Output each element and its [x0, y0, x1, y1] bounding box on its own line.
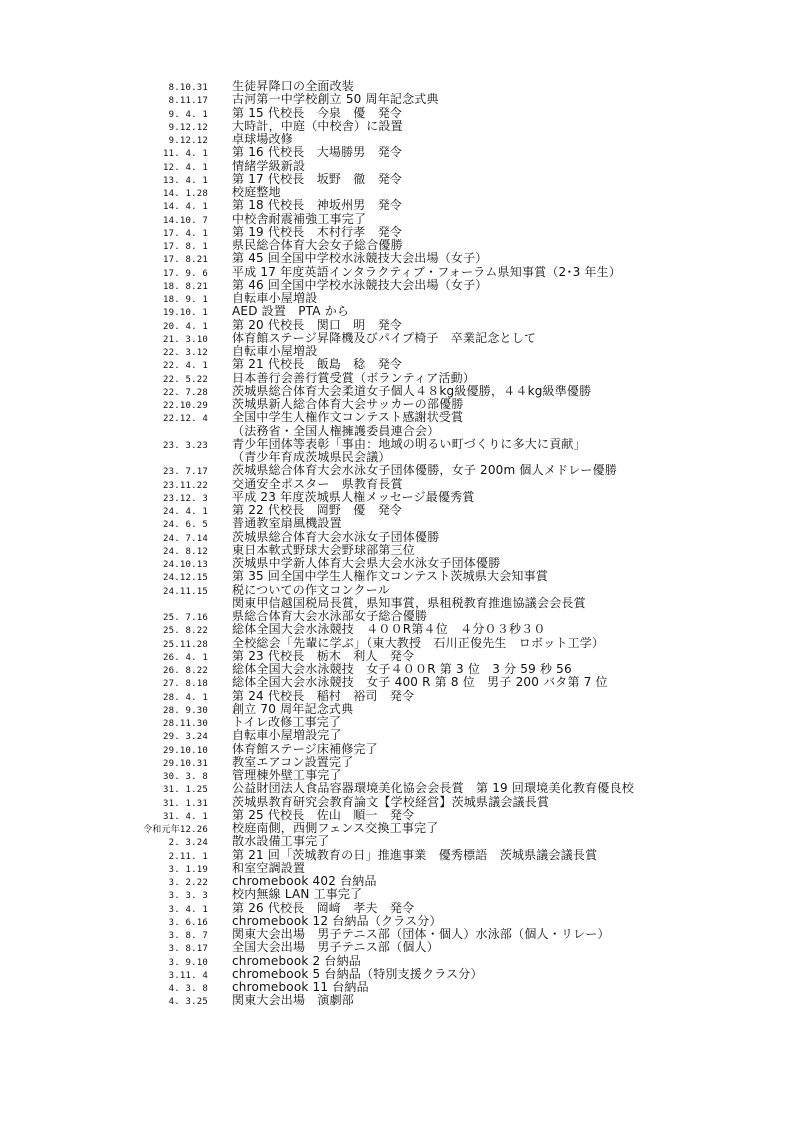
entry-date: 14. 1.28: [163, 189, 208, 199]
entry-text: 第 21 回「茨城教育の日」推進事業 優秀標語 茨城県議会議長賞: [232, 847, 598, 862]
entry-text: 茨城県総合体育大会柔道女子個人４８kg級優勝，４４kg級準優勝: [232, 383, 592, 398]
entry-date: 29.10.10: [163, 745, 208, 756]
entry-date: 26. 8.22: [163, 666, 208, 676]
entry-date: 21. 3.10: [163, 334, 208, 345]
entry-text: 東日本軟式野球大会野球部第三位: [232, 542, 416, 557]
entry-date: 18. 9. 1: [163, 295, 208, 305]
entry-date: 25.11.28: [163, 639, 208, 650]
history-entry: [0, 504, 794, 517]
entry-text: AED 設置 PTA から: [232, 304, 350, 319]
entry-date: 25. 8.22: [163, 626, 208, 637]
history-entry: [0, 372, 794, 385]
entry-text: 第 19 代校長 木村行孝 発令: [232, 224, 403, 239]
entry-date: 14.10. 7: [163, 215, 208, 226]
history-entry: [0, 279, 794, 292]
entry-date: 20. 4. 1: [163, 321, 208, 332]
entry-date: 23. 7.17: [163, 467, 208, 478]
entry-text: 関東大会出場 演劇部: [232, 993, 355, 1008]
history-entry: [0, 584, 794, 597]
history-entry: [0, 213, 794, 226]
entry-text: 公益財団法人食品容器環境美化協会会長賞 第 19 回環境美化教育優良校: [232, 781, 634, 796]
entry-text: 自転車小屋増設: [232, 344, 318, 358]
history-entry: [0, 385, 794, 398]
entry-date: 17. 9. 6: [163, 268, 208, 279]
entry-text: トイレ改修工事完了: [232, 715, 342, 729]
entry-date: 9.12.12: [168, 136, 208, 146]
entry-date: 24. 6. 5: [163, 520, 208, 531]
entry-date: 3. 2.22: [168, 878, 208, 888]
entry-date: 17. 8.21: [163, 255, 208, 266]
entry-date: 29. 3.24: [163, 732, 208, 743]
entry-date: 9.12.12: [168, 122, 208, 133]
entry-text: 第 16 代校長 大場勝男 発令: [232, 145, 403, 160]
entry-date: 2.11. 1: [168, 851, 208, 862]
entry-date: 28. 4. 1: [163, 692, 208, 703]
entry-text: 第 22 代校長 岡野 優 発令: [232, 503, 403, 517]
entry-date: 23.12. 3: [163, 493, 208, 504]
history-entry: [0, 531, 794, 544]
entry-date: 31. 1.25: [163, 785, 208, 796]
entry-text: 校内無線 LAN 工事完了: [232, 887, 363, 902]
entry-text: 校庭南側，西側フェンス交換工事完了: [232, 821, 439, 835]
entry-text: 体育館ステージ床補修完了: [232, 741, 378, 756]
entry-text: 日本善行会善行賞受賞（ボランティア活動）: [232, 370, 476, 385]
history-entry: [0, 252, 794, 265]
entry-text: （青少年育成茨城県民会議）: [232, 450, 391, 464]
history-entry: [0, 637, 794, 650]
history-entry: [0, 464, 794, 477]
history-entry: [0, 756, 794, 769]
entry-text: 体育館ステージ昇降機及びパイプ椅子 卒業記念として: [232, 330, 537, 345]
history-entry: [0, 305, 794, 318]
history-entry: [0, 93, 794, 106]
entry-date: 12. 4. 1: [163, 162, 208, 173]
entry-date: 11. 4. 1: [163, 149, 208, 160]
history-entry: [0, 875, 794, 888]
entry-date: 2. 3.24: [168, 838, 208, 849]
entry-text: 普通教室扇風機設置: [232, 516, 342, 531]
entry-text: 交通安全ポスター 県教育長賞: [232, 476, 403, 491]
entry-text: 第 45 回全国中学校水泳競技大会出場（女子）: [232, 251, 488, 266]
entry-date: 22. 5.22: [163, 374, 208, 385]
entry-text: 全国大会出場 男子テニス部（個人）: [232, 940, 439, 955]
entry-date: 22. 3.12: [163, 348, 208, 358]
entry-text: 平成 23 年度茨城県人権メッセージ最優秀賞: [232, 489, 475, 504]
history-entry: [0, 690, 794, 703]
entry-text: 茨城県教育研究会教育論文【学校経営】茨城県議会議長賞: [232, 794, 550, 809]
entry-text: 大時計，中庭（中校舎）に設置: [232, 118, 403, 133]
entry-text: chromebook 2 台納品: [232, 953, 362, 968]
history-list: [0, 80, 794, 1008]
entry-text: 第 24 代校長 稲村 裕司 発令: [232, 688, 415, 703]
history-entry: [0, 716, 794, 729]
entry-text: 茨城県総合体育大会水泳女子団体優勝，女子 200m 個人メドレー優勝: [232, 463, 618, 478]
entry-text: 第 21 代校長 飯島 稔 発令: [232, 357, 403, 372]
history-entry: [0, 955, 794, 968]
entry-date: 27. 8.18: [163, 679, 208, 690]
entry-date: 14. 4. 1: [163, 202, 208, 213]
history-entry: [0, 994, 794, 1007]
history-entry: [0, 411, 794, 424]
entry-text: 茨城県新人総合体育大会サッカーの部優勝: [232, 397, 464, 411]
history-entry: [0, 676, 794, 689]
entry-text: 総体全国大会水泳競技 女子４００R 第 3 位 3 分 59 秒 56: [232, 662, 572, 676]
entry-date: 17. 4. 1: [163, 228, 208, 239]
history-entry: [0, 703, 794, 716]
history-entry: [0, 438, 794, 451]
history-entry: [0, 835, 794, 848]
history-entry: [0, 173, 794, 186]
entry-text: （法務省・全国人権擁護委員連合会）: [232, 423, 440, 438]
history-entry: [0, 332, 794, 345]
entry-date: 26. 4. 1: [163, 652, 208, 663]
entry-date: 24. 7.14: [163, 533, 208, 544]
history-entry: [0, 650, 794, 663]
entry-date: 28. 9.30: [163, 705, 208, 716]
entry-text: 第 18 代校長 神坂州男 発令: [232, 198, 403, 213]
history-entry: [0, 358, 794, 371]
history-entry: [0, 199, 794, 212]
history-entry: [0, 570, 794, 583]
entry-text: 第 15 代校長 今泉 優 発令: [232, 105, 403, 120]
entry-date: 25. 7.16: [163, 613, 208, 623]
history-entry: [0, 160, 794, 173]
history-entry: [0, 544, 794, 557]
history-entry: [0, 981, 794, 994]
entry-text: 第 20 代校長 関口 明 発令: [232, 317, 403, 332]
entry-text: 管理棟外壁工事完了: [232, 768, 342, 782]
history-entry: [0, 782, 794, 795]
entry-date: 3. 9.10: [168, 957, 208, 968]
entry-date: 17. 8. 1: [163, 242, 208, 252]
history-entry: [0, 968, 794, 981]
entry-date: 22. 4. 1: [163, 361, 208, 372]
entry-date: 13. 4. 1: [163, 175, 208, 186]
entry-date: 22.12. 4: [163, 414, 208, 425]
entry-text: 全校総会「先輩に学ぶ」（東大教授 石川正俊先生 ロボット工学）: [232, 635, 605, 650]
entry-date: 4. 3. 8: [168, 984, 208, 994]
history-entry: [0, 915, 794, 928]
entry-date: 24.10.13: [163, 560, 208, 570]
entry-date: 22. 7.28: [163, 387, 208, 398]
entry-text: 県総合体育大会水泳部女子総合優勝: [232, 609, 428, 623]
entry-text: 第 35 回全国中学生人権作文コンテスト茨城県大会知事賞: [232, 569, 549, 584]
entry-text: 古河第一中学校創立 50 周年記念式典: [232, 92, 439, 107]
entry-date: 4. 3.25: [168, 997, 208, 1008]
history-entry: [0, 120, 794, 133]
entry-date: 22.10.29: [163, 401, 208, 411]
entry-text: 関東甲信越国税局長賞，県知事賞，県租税教育推進協議会会長賞: [232, 595, 586, 610]
entry-text: chromebook 402 台納品: [232, 874, 377, 888]
history-entry: [0, 888, 794, 901]
entry-text: chromebook 12 台納品（クラス分）: [232, 913, 442, 928]
entry-text: 中校舎耐震補強工事完了: [232, 211, 367, 226]
entry-text: 自転車小屋増設: [232, 291, 318, 305]
entry-date: 24.11.15: [163, 586, 208, 597]
entry-date: 24. 8.12: [163, 546, 208, 557]
entry-date: 30. 3. 8: [163, 772, 208, 782]
entry-date: 24. 4. 1: [163, 507, 208, 517]
entry-date: 3. 3. 3: [168, 891, 208, 902]
entry-text: 茨城県中学新人体育大会県大会水泳女子団体優勝: [232, 556, 501, 570]
entry-date: 3. 8.17: [168, 944, 208, 955]
entry-date: 8.11.17: [168, 96, 208, 107]
entry-date: 24.12.15: [163, 573, 208, 584]
entry-text: 青少年団体等表彰「事由：地域の明るい町づくりに多大に貢献」: [232, 436, 586, 451]
entry-text: 茨城県総合体育大会水泳女子団体優勝: [232, 529, 440, 544]
entry-text: 第 46 回全国中学校水泳競技大会出場（女子）: [232, 277, 488, 292]
entry-text: 創立 70 周年記念式典: [232, 701, 354, 716]
entry-date: 23.11.22: [163, 480, 208, 491]
history-entry: [0, 319, 794, 332]
entry-date: 28.11.30: [163, 719, 208, 729]
history-entry: [0, 266, 794, 279]
entry-text: 平成 17 年度英語インタラクティブ・フォーラム県知事賞（2･3 年生）: [232, 264, 622, 279]
entry-text: 総体全国大会水泳競技 ４００R第４位 ４分０３秒３０: [232, 622, 546, 637]
entry-text: 県民総合体育大会女子総合優勝: [232, 238, 403, 252]
entry-date: 3. 1.19: [168, 864, 208, 875]
entry-date: 9. 4. 1: [168, 109, 208, 120]
entry-text: 生徒昇降口の全面改装: [232, 79, 355, 93]
history-entry: [0, 478, 794, 491]
entry-text: 関東大会出場 男子テニス部（団体・個人）水泳部（個人・リレー）: [232, 927, 610, 941]
history-entry: [0, 796, 794, 809]
entry-text: 教室エアコン設置完了: [232, 754, 354, 769]
entry-text: 自転車小屋増設完了: [232, 728, 342, 743]
history-entry: [0, 517, 794, 530]
entry-date: 3.11. 4: [168, 970, 208, 981]
entry-text: 情緒学級新設: [232, 158, 306, 173]
entry-text: 卓球場改修: [232, 132, 294, 146]
entry-date: 8.10.31: [168, 83, 208, 93]
entry-date: 31. 1.31: [163, 798, 208, 809]
entry-date: 18. 8.21: [163, 281, 208, 292]
history-entry: [0, 743, 794, 756]
history-entry: [0, 146, 794, 159]
entry-text: 総体全国大会水泳競技 女子 400 R 第 8 位 男子 200 バタ第 7 位: [232, 675, 608, 690]
entry-text: 散水設備工事完了: [232, 834, 330, 849]
entry-date: 令和元年12.26: [143, 825, 208, 835]
entry-text: 第 23 代校長 栃木 利人 発令: [232, 648, 415, 663]
entry-text: 全国中学生人権作文コンテスト感謝状受賞: [232, 410, 464, 425]
entry-date: 19.10. 1: [163, 308, 208, 319]
entry-text: 和室空調設置: [232, 860, 306, 875]
history-entry: [0, 292, 794, 305]
entry-text: 第 26 代校長 岡﨑 孝夫 発令: [232, 900, 415, 915]
entry-date: 3. 8. 7: [168, 931, 208, 941]
entry-date: 3. 6.16: [168, 917, 208, 928]
entry-date: 3. 4. 1: [168, 904, 208, 915]
history-entry: [0, 849, 794, 862]
entry-text: 第 25 代校長 佐山 順一 発令: [232, 807, 415, 822]
entry-date: 31. 4. 1: [163, 811, 208, 822]
history-entry: [0, 902, 794, 915]
entry-text: 第 17 代校長 坂野 徹 発令: [232, 171, 403, 186]
history-entry: [0, 822, 794, 835]
entry-date: 23. 3.23: [163, 440, 208, 451]
history-entry: [0, 226, 794, 239]
entry-text: chromebook 11 台納品: [232, 980, 369, 994]
history-entry: [0, 107, 794, 120]
history-entry: [0, 941, 794, 954]
entry-text: 校庭整地: [232, 185, 281, 199]
history-entry: [0, 623, 794, 636]
history-entry: [0, 809, 794, 822]
entry-date: 29.10.31: [163, 758, 208, 769]
entry-text: 税についての作文コンクール: [232, 582, 390, 597]
entry-text: chromebook 5 台納品（特別支援クラス分）: [232, 966, 483, 981]
history-entry: [0, 729, 794, 742]
history-entry: [0, 862, 794, 875]
history-entry: [0, 491, 794, 504]
